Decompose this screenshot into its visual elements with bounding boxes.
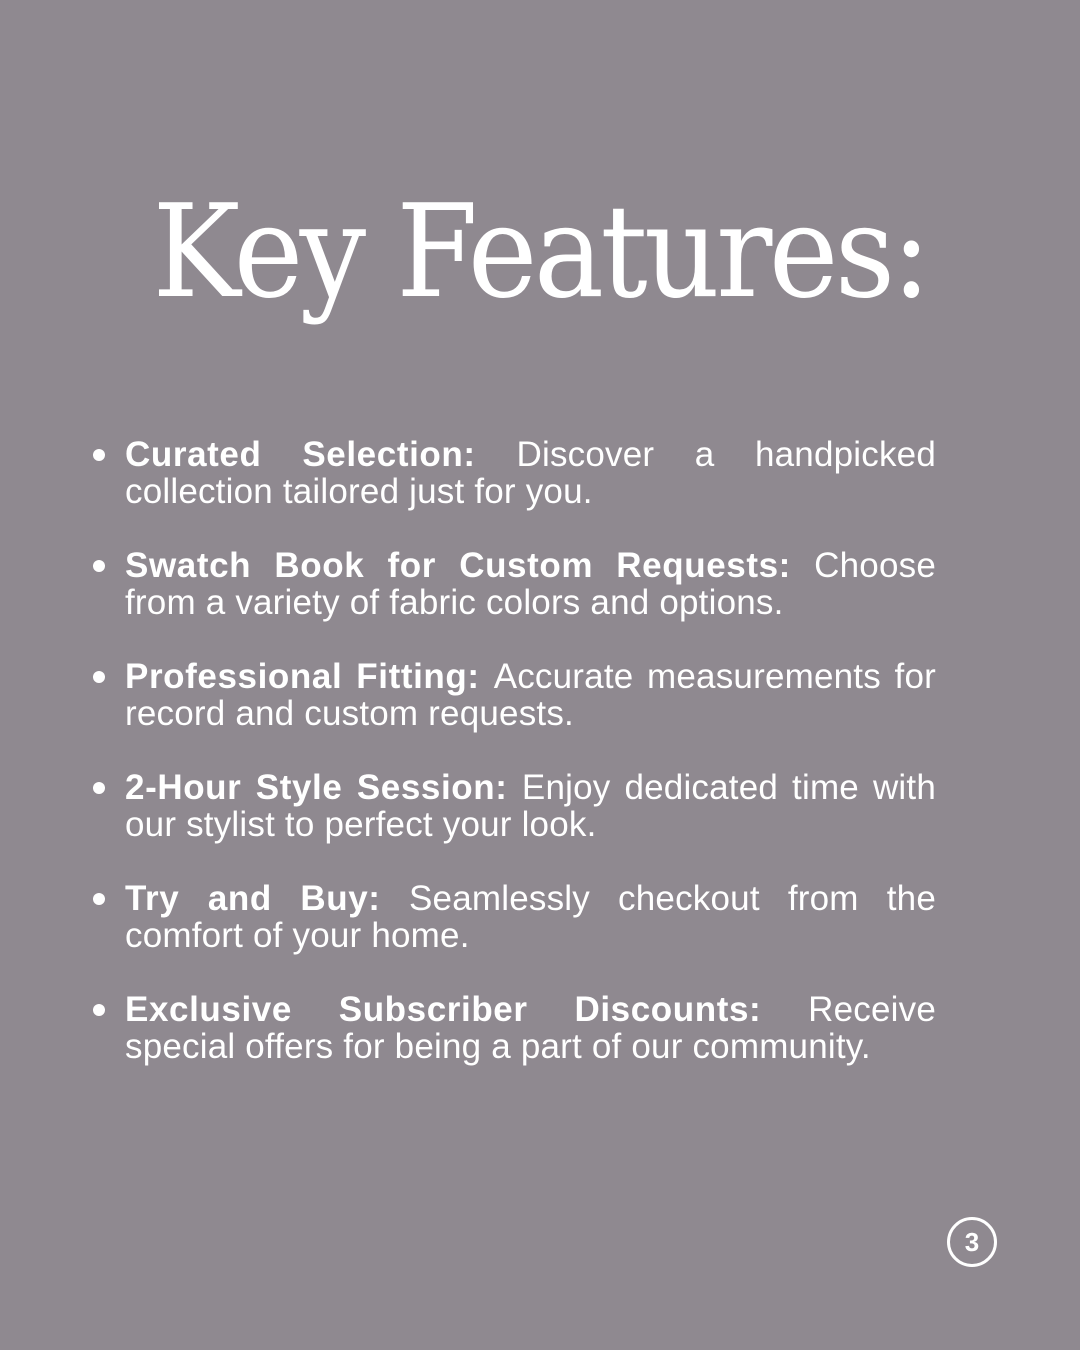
feature-description: Accurate measurements for record and custom requests. xyxy=(125,657,936,733)
feature-item xyxy=(88,436,936,510)
feature-title: Curated Selection: xyxy=(125,435,517,474)
feature-item xyxy=(88,658,936,732)
bullet-icon xyxy=(93,449,105,461)
page-title: Key Features: xyxy=(152,178,928,327)
feature-description: Receive special offers for being a part of our community. xyxy=(125,990,936,1066)
page-number: 3 xyxy=(964,1227,980,1257)
bullet-icon xyxy=(93,782,105,794)
feature-description: Enjoy dedicated time with our stylist to perfect your look. xyxy=(125,768,936,844)
feature-description: Choose from a variety of fabric colors and options. xyxy=(125,546,936,622)
bullet-icon xyxy=(93,671,105,683)
feature-list xyxy=(88,436,936,1102)
feature-title: Swatch Book for Custom Requests: xyxy=(125,546,815,585)
feature-title: Professional Fitting: xyxy=(125,657,494,696)
feature-title: 2-Hour Style Session: xyxy=(125,768,522,807)
feature-item xyxy=(88,991,936,1065)
bullet-icon xyxy=(93,560,105,572)
bullet-icon xyxy=(93,1004,105,1016)
feature-description: Discover a handpicked collection tailored just for you. xyxy=(125,435,936,511)
page-number-badge xyxy=(947,1217,997,1267)
feature-item xyxy=(88,547,936,621)
bullet-icon xyxy=(93,893,105,905)
feature-item xyxy=(88,880,936,954)
feature-title: Try and Buy: xyxy=(125,879,410,918)
feature-description: Seamlessly checkout from the comfort of your home. xyxy=(125,879,936,955)
feature-item xyxy=(88,769,936,843)
feature-title: Exclusive Subscriber Discounts: xyxy=(125,990,809,1029)
